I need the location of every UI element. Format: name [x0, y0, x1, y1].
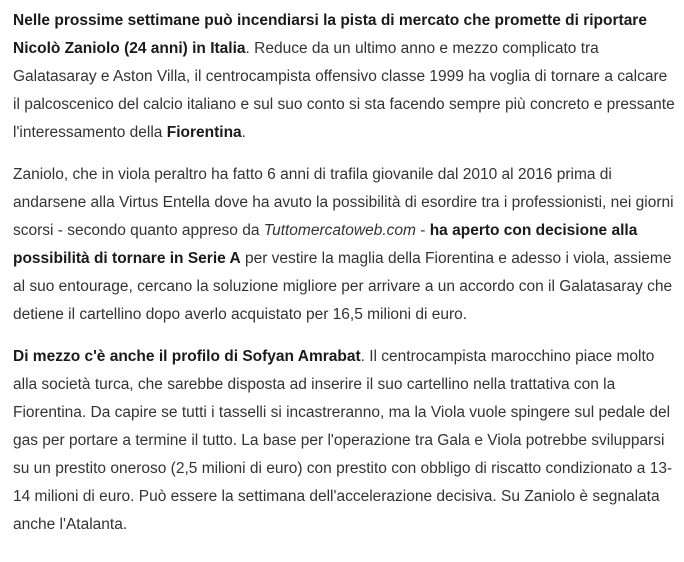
- paragraph-zaniolo-history: [13, 161, 676, 329]
- paragraph-amrabat: [13, 343, 676, 539]
- history-text-3: per vestire la maglia della Fiorentina e adesso i viola, assieme al suo entourage, cercano la soluzione migliore per arrivare a un accordo con il Galatasaray che detiene il cartellino dopo averlo acquistato per 16,5 milioni di euro.: [13, 250, 673, 323]
- history-source: Tuttomercatoweb.com: [263, 222, 416, 239]
- history-bold-phrase: ha aperto con decisione alla possibilità di tornare in Serie A: [13, 222, 638, 267]
- history-text-2: -: [415, 222, 430, 239]
- intro-bold-club: Fiorentina: [166, 124, 242, 141]
- amrabat-text-1: . Il centrocampista marocchino piace molto alla società turca, che sarebbe disposta ad inserire il suo cartellino nella trattativa con la Fiorentina. Da capire se tutti i tasselli si incastreranno, ma la Viola vuole spingere sul pedale del gas per portare a termine il tutto. La base per l'operazione tra Gala e Viola potrebbe svilupparsi su un prestito oneroso (2,5 milioni di euro) con prestito con obbligo di riscatto condizionato a 13-14 milioni di euro. Può essere la settimana dell'accelerazione decisiva. Su Zaniolo è segnalata anche l'Atalanta.: [13, 348, 673, 533]
- intro-bold-lead: Nelle prossime settimane può incendiarsi la pista di mercato che promette di riportare Nicolò Zaniolo (24 anni) in Italia: [13, 12, 647, 57]
- intro-text-1: . Reduce da un ultimo anno e mezzo complicato tra Galatasaray e Aston Villa, il centrocampista offensivo classe 1999 ha voglia di tornare a calcare il palcoscenico del calcio italiano e sul suo conto si sta facendo sempre più concreto e pressante l'interessamento della: [13, 40, 675, 141]
- intro-text-2: .: [241, 124, 246, 141]
- history-text-1: Zaniolo, che in viola peraltro ha fatto 6 anni di trafila giovanile dal 2010 al 2016 prima di andarsene alla Virtus Entella dove ha avuto la possibilità di esordire tra i professionisti, nei giorni scorsi - secondo quanto appreso da: [13, 166, 674, 239]
- paragraph-intro: [13, 7, 676, 147]
- amrabat-bold-lead: Di mezzo c'è anche il profilo di Sofyan Amrabat: [13, 348, 361, 365]
